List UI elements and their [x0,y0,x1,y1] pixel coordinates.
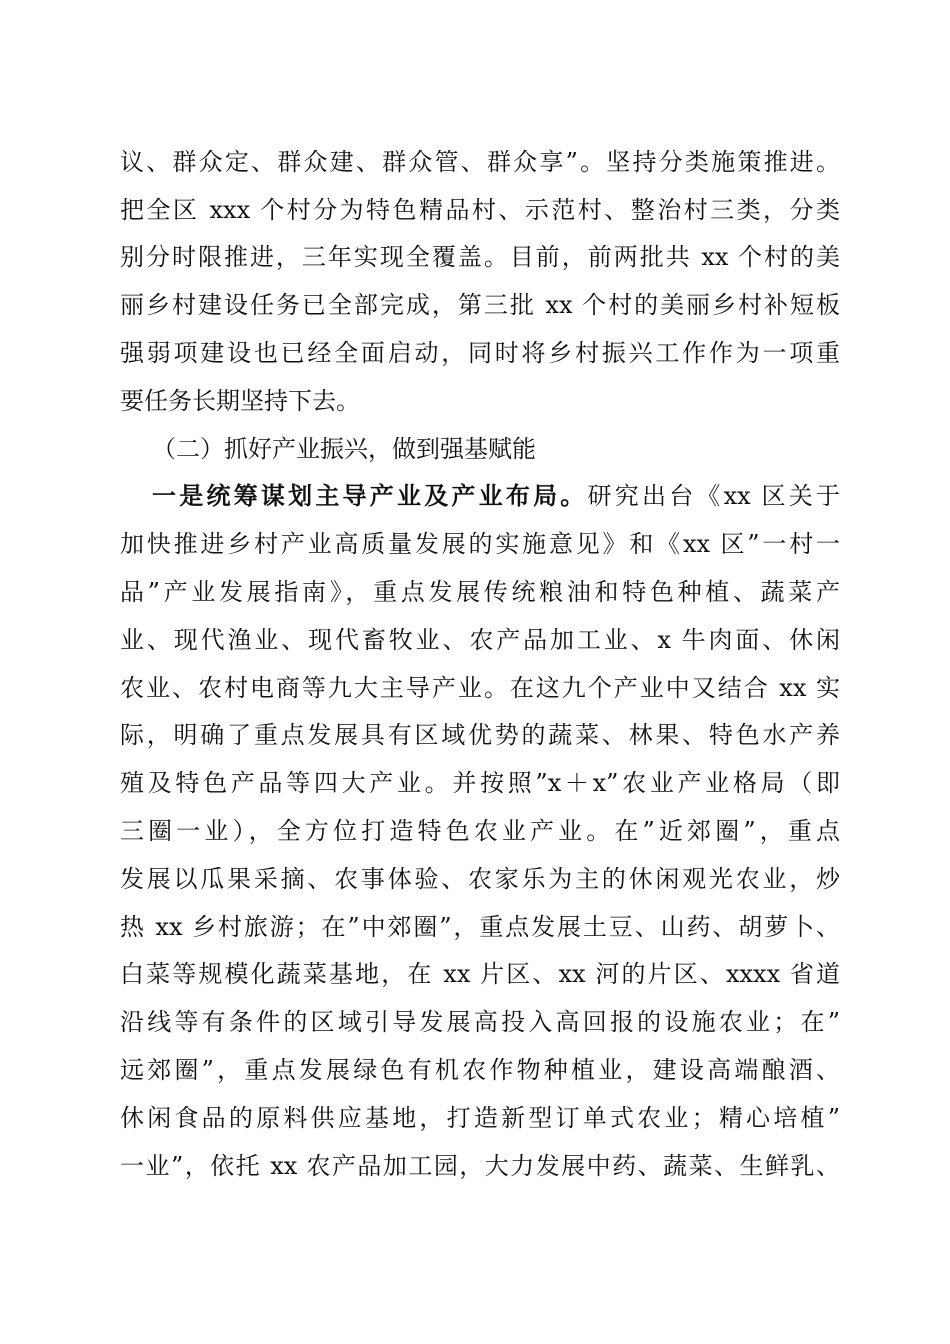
paragraph-first-rest: 研究出台《xx 区关于 [587,482,840,510]
text-line: 热 xx 乡村旅游；在”中郊圈”，重点发展土豆、山药、胡萝卜、 [120,913,840,941]
text-line: 一业”，依托 xx 农产品加工园，大力发展中药、蔬菜、生鲜乳、 [120,1152,840,1180]
text-line: 加快推进乡村产业高质量发展的实施意见》和《xx 区”一村一 [120,530,840,558]
paragraph-lead: 一是统筹谋划主导产业及产业布局。 [152,481,588,510]
text-line: 殖及特色产品等四大产业。并按照”x＋x”农业产业格局（即 [120,769,840,797]
text-line: 发展以瓜果采摘、农事体验、农家乐为主的休闲观光农业，炒 [120,865,840,893]
text-line: 要任务长期坚持下去。 [120,387,360,415]
text-line: 丽乡村建设任务已全部完成，第三批 xx 个村的美丽乡村补短板 [120,291,840,319]
text-line: 品”产业发展指南》，重点发展传统粮油和特色种植、蔬菜产 [120,578,840,606]
text-line: 三圈一业），全方位打造特色农业产业。在”近郊圈”，重点 [120,817,840,845]
text-line: 休闲食品的原料供应基地，打造新型订单式农业；精心培植” [120,1104,840,1132]
text-line: 议、群众定、群众建、群众管、群众享”。坚持分类施策推进。 [120,148,840,176]
text-line: 际，明确了重点发展具有区域优势的蔬菜、林果、特色水产养 [120,721,840,749]
text-line: 别分时限推进，三年实现全覆盖。目前，前两批共 xx 个村的美 [120,243,840,271]
text-line: 把全区 xxx 个村分为特色精品村、示范村、整治村三类，分类 [120,196,840,224]
text-line: 农业、农村电商等九大主导产业。在这九个产业中又结合 xx 实 [120,674,840,702]
text-line: 沿线等有条件的区域引导发展高投入高回报的设施农业；在” [120,1008,840,1036]
text-line: 强弱项建设也已经全面启动，同时将乡村振兴工作作为一项重 [120,339,840,367]
paragraph-first-line [152,475,840,517]
text-line: 远郊圈”，重点发展绿色有机农作物种植业，建设高端酿酒、 [120,1056,840,1084]
section-heading: （二）抓好产业振兴，做到强基赋能 [152,435,536,463]
text-line: 业、现代渔业、现代畜牧业、农产品加工业、x 牛肉面、休闲 [120,626,840,654]
text-line: 白菜等规模化蔬菜基地，在 xx 片区、xx 河的片区、xxxx 省道 [120,960,840,988]
